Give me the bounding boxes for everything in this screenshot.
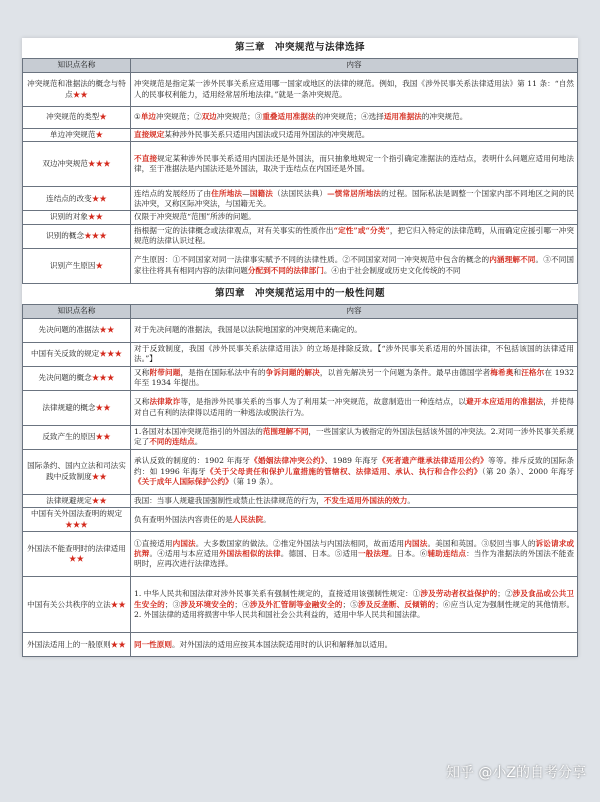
topic-cell (23, 633, 131, 657)
content-text: 1.各国对本国冲突规范指引的外国法的 (134, 426, 263, 436)
highlight-text: 《关于成年人国际保护公约》 (134, 477, 233, 487)
content-cell (131, 342, 578, 366)
table-row (23, 390, 578, 425)
table-row (23, 73, 578, 107)
highlight-text: 涉及外汇管制等金融安全的 (249, 599, 343, 609)
content-text: 又称 (134, 397, 150, 407)
table-row (23, 224, 578, 248)
content-text: ：当作为准据法的外国法不能查明时，应再次进行法律选择。 (134, 549, 575, 569)
content-text: ，以首先解决另一个问题为条件。最早由德国学者 (319, 367, 491, 377)
content-cell (131, 224, 578, 248)
chapter3-rows (23, 73, 578, 284)
content-cell (131, 73, 578, 107)
content-cell (131, 494, 578, 507)
importance-stars: ★★ (95, 432, 111, 442)
topic-name: 识别产生原因 (49, 260, 96, 270)
content-cell (131, 142, 578, 187)
topic-cell (23, 187, 131, 211)
importance-stars: ★ (99, 112, 107, 122)
content-text: ；⑥应当认定为强制性规定的其他情形。2. 外国法律的适用将损害中华人民共和国社会公共利益的，适用中华人民共和国法律。 (134, 599, 575, 619)
topic-name: 冲突规范和准据法的概念与特点 (27, 79, 126, 99)
chapter4-table (22, 304, 578, 657)
table-row (23, 494, 578, 507)
content-text: 1. 中华人民共和国法律对涉外民事关系有强制性规定的，直接适用该强制性规定：① (134, 589, 421, 599)
importance-stars: ★★ (99, 325, 115, 335)
topic-name: 双边冲突规范 (42, 159, 88, 169)
topic-cell (23, 142, 131, 187)
content-text: 指根据一定的法律概念或法律观点，对有关事实的性质作出 (134, 225, 334, 235)
chapter4-rows (23, 318, 578, 656)
content-text: 。 (263, 514, 271, 524)
importance-stars: ★★ (95, 402, 111, 412)
content-text: 产生原因：①不同国家对同一法律事实赋予不同的法律性质。②不同国家对同一冲突规范中包含的概念的 (134, 255, 490, 265)
topic-cell (23, 532, 131, 577)
content-text: 。德国、日本。⑤适用 (280, 549, 358, 559)
content-text: ，是指在国际私法中有的 (180, 367, 266, 377)
importance-stars: ★★ (110, 599, 126, 609)
content-text: — (242, 188, 250, 198)
content-text: （第 20 条）、2000 年海牙 (481, 466, 574, 476)
table-row (23, 577, 578, 633)
table-row (23, 449, 578, 494)
highlight-text: 适用准据法 (383, 112, 422, 122)
topic-cell (23, 577, 131, 633)
importance-stars: ★★ (68, 554, 85, 564)
topic-cell (23, 129, 131, 142)
table-row (23, 532, 578, 577)
content-text: 又称 (134, 367, 150, 377)
importance-stars: ★★★ (65, 519, 88, 529)
topic-name: 中国有关反致的规定 (30, 349, 100, 359)
highlight-text: 梅希奥 (490, 367, 514, 377)
content-text: ，并使得对自己有利的法律得以适用的一种逃法或脱法行为。 (134, 397, 575, 417)
highlight-text: 不直接 (134, 154, 158, 163)
topic-name: 中国有关外国法查明的规定 (30, 509, 123, 519)
content-text: 冲突规范是指定某一涉外民事关系应适用哪一国家或地区的法律的规范。例如，我国《涉外民事关系法律适用法》第 11 条：“自然人的民事权利能力，适用经常居所地法律。”就是一条冲突规范。 (134, 79, 574, 99)
topic-name: 先决问题的概念 (38, 373, 92, 383)
content-text: 和 (513, 367, 522, 377)
content-text: ，把它归入特定的法律范畴，从而确定应援引哪一冲突规范的法律认识过程。 (134, 225, 575, 246)
content-text: 。④由于社会制度或历史文化传统的不同 (323, 265, 461, 275)
content-text: 等，是指涉外民事关系的当事人为了利用某一冲突规范，故意制造出一种连结点，以 (180, 397, 467, 407)
highlight-text: 涉及环境安全的 (180, 599, 235, 609)
highlight-text: 同一性原则 (134, 639, 172, 649)
topic-cell (23, 224, 131, 248)
importance-stars: ★ (95, 130, 104, 139)
topic-name: 冲突规范的类型 (46, 112, 100, 122)
highlight-text: 争诉问题的解决 (265, 367, 320, 377)
content-cell (131, 107, 578, 129)
content-text: 。④适用与本应适用 (149, 549, 219, 559)
importance-stars: ★★★ (87, 159, 111, 169)
importance-stars: ★★★ (91, 373, 115, 383)
highlight-text: 诉讼请求或抗辩 (134, 538, 575, 559)
highlight-text: 涉及反垄断、反倾销的 (357, 599, 436, 609)
table-row (23, 318, 578, 342)
content-text: ①直接适用 (134, 538, 173, 548)
content-cell (131, 532, 578, 577)
content-cell (131, 366, 578, 390)
content-text: 在 1932 年至 1934 年提出。 (134, 367, 575, 388)
content-text: 某种涉外民事关系只适用内国法或只适用外国法的冲突规范。 (164, 130, 370, 139)
content-text: 的冲突规范。 (421, 112, 468, 122)
content-text: 。大多数国家的做法。②推定外国法与内国法相同，故而适用 (195, 538, 405, 548)
table-row (23, 342, 578, 366)
content-text: 等等。排斥反致的国际条约：如 1996 年海牙 (134, 456, 575, 476)
highlight-text: “定性”或“分类” (333, 225, 390, 235)
header-content: 内容 (131, 59, 578, 73)
topic-name: 先决问题的准据法 (38, 325, 100, 335)
content-cell (131, 248, 578, 283)
content-cell (131, 390, 578, 425)
table-row (23, 129, 578, 142)
highlight-text: 范围理解不同 (262, 426, 309, 436)
highlight-text: 重叠适用准据法 (262, 112, 316, 122)
topic-cell (23, 318, 131, 342)
content-text: 对于反致制度，我国《涉外民事关系法律适用法》的立场是排除反致。【“涉外民事关系适用的外国法律，不包括该国的法律适用法。”】 (134, 343, 574, 364)
table-row (23, 248, 578, 283)
topic-cell (23, 107, 131, 129)
highlight-text: 附带问题 (149, 367, 181, 377)
topic-cell (23, 211, 131, 224)
topic-name: 识别的概念 (46, 231, 85, 241)
content-text: 的冲突规范；④选择 (315, 112, 384, 122)
watermark: 知乎 @小Z的自考分享 (445, 765, 586, 781)
chapter3-title: 第三章 冲突规范与法律选择 (234, 42, 365, 53)
highlight-text: 外国法相似的法律 (218, 549, 281, 559)
content-text: 对于先决问题的准据法，我国是以法院地国家的冲突规范来确定的。 (134, 325, 362, 335)
topic-name: 中国有关公共秩序的立法 (27, 599, 111, 609)
chapter3-header-row (23, 59, 578, 73)
topic-name: 外国法不能查明时的法律适用 (27, 543, 126, 553)
topic-cell (23, 366, 131, 390)
highlight-text: 《关于父母责任和保护儿童措施的管辖权、法律适用、承认、执行和合作公约》 (206, 466, 482, 476)
importance-stars: ★★ (87, 212, 104, 222)
content-text: 。对外国法的适用应按其本国法院适用时的认识和解释加以适用。 (171, 639, 393, 649)
highlight-text: 不发生适用外国法的效力 (323, 495, 408, 505)
chapter4-header-row (23, 304, 578, 318)
content-text: ，一些国家认为被指定的外国法包括该外国的冲突法。2.对同一涉外民事关系规定了 (134, 426, 574, 447)
topic-cell (23, 342, 131, 366)
content-cell (131, 633, 578, 657)
content-text: 冲突规范；③ (216, 112, 263, 122)
highlight-text: 直接规定 (134, 130, 165, 139)
content-text: ；⑤ (342, 599, 358, 609)
content-text: 的过程。国际私法是调整一个国家内部不同地区之间的民法冲突，又称区际冲突法，与国籍无关。 (134, 188, 575, 208)
table-row (23, 107, 578, 129)
study-sheet (22, 38, 578, 657)
content-cell (131, 577, 578, 633)
content-text: 负有查明外国法内容责任的是 (134, 514, 233, 524)
content-text: 连结点的发展经历了由 (134, 188, 212, 198)
highlight-text: 辅助连结点 (427, 549, 467, 559)
content-text: 规定某种涉外民事关系适用内国法还是外国法，而只抽象地规定一个指引确定准据法的连结点，表明什么问题应适用何地法律，至于准据法是内国法还是外国法，取决于连结点在内国还是外国。 (134, 154, 575, 174)
table-row (23, 366, 578, 390)
content-text: 冲突规范；② (156, 112, 202, 122)
table-row (23, 187, 578, 211)
topic-cell (23, 390, 131, 425)
importance-stars: ★★ (91, 495, 107, 505)
topic-name: 单边冲突规范 (49, 130, 96, 139)
content-text: 承认反致的制度的：1902 年海牙 (134, 456, 251, 466)
highlight-text: 避开本应适用的准据法 (466, 397, 544, 407)
content-text: 仅限于冲突规范“范围”所涉的问题。 (134, 212, 256, 222)
highlight-text: 分配到不同的法律部门 (247, 265, 324, 275)
content-text: 。日本。⑥ (388, 549, 428, 559)
importance-stars: ★★ (91, 193, 107, 203)
content-text: 。美国和英国。③驳回当事人的 (427, 538, 536, 548)
topic-cell (23, 494, 131, 507)
header-content: 内容 (131, 304, 578, 318)
topic-name: 法律规避的概念 (42, 402, 96, 412)
content-cell (131, 425, 578, 449)
table-row (23, 142, 578, 187)
highlight-text: 住所地法 (211, 188, 243, 198)
topic-name: 反致产生的原因 (42, 432, 96, 442)
content-text: ；② (497, 589, 513, 599)
header-name: 知识点名称 (23, 304, 131, 318)
content-text: ；③ (164, 599, 181, 609)
topic-name: 识别的对象 (49, 212, 88, 222)
highlight-text: 涉及食品或公共卫生安全的 (134, 589, 575, 609)
content-text: （第 19 条）。 (232, 477, 278, 487)
content-text: 、1989 年海牙 (324, 456, 379, 466)
chapter3-table (22, 58, 578, 284)
content-text: 。 (194, 437, 203, 447)
topic-name: 连结点的改变 (46, 193, 92, 203)
highlight-text: 《死者遗产继承法律适用公约》 (378, 456, 488, 466)
topic-name: 国际条约、国内立法和司法实践中反致制度 (27, 461, 126, 481)
topic-name: 法律规避规定 (46, 495, 92, 505)
importance-stars: ★★ (72, 89, 88, 99)
content-cell (131, 187, 578, 211)
importance-stars: ★★ (91, 471, 107, 481)
chapter4-title: 第四章 冲突规范运用中的一般性问题 (214, 287, 385, 299)
highlight-text: 《婚姻法律冲突公约》 (250, 456, 325, 466)
topic-cell (23, 425, 131, 449)
content-text: 我国：当事人规避我国强制性或禁止性法律规范的行为， (134, 495, 324, 505)
header-name: 知识点名称 (23, 59, 131, 73)
highlight-text: 不同的连结点 (149, 437, 195, 447)
highlight-text: 国籍法 (249, 188, 273, 198)
content-cell (131, 129, 578, 142)
content-text: 。 (407, 495, 415, 505)
table-row (23, 508, 578, 532)
table-row (23, 633, 578, 657)
content-cell (131, 211, 578, 224)
content-text: （法国民法典） (273, 188, 328, 198)
highlight-text: 汪格尔 (521, 367, 545, 377)
importance-stars: ★★★ (84, 231, 107, 241)
topic-cell (23, 449, 131, 494)
highlight-text: 双边 (201, 112, 217, 122)
highlight-text: 内涵理解不同 (489, 255, 536, 265)
highlight-text: 内国法 (172, 538, 196, 548)
highlight-text: 人民法院 (232, 514, 264, 524)
importance-stars: ★ (95, 260, 104, 270)
topic-cell (23, 508, 131, 532)
highlight-text: 法律欺诈 (149, 397, 181, 407)
topic-cell (23, 73, 131, 107)
highlight-text: 内国法 (404, 538, 428, 548)
content-text: ① (134, 112, 141, 122)
importance-stars: ★★ (110, 639, 126, 649)
content-cell (131, 449, 578, 494)
topic-name: 外国法适用上的一般原则 (27, 639, 111, 649)
content-cell (131, 508, 578, 532)
topic-cell (23, 248, 131, 283)
content-text: 。③不同国家往往将具有相同内容的法律问题 (134, 255, 575, 275)
content-cell (131, 318, 578, 342)
highlight-text: —惯常居所地法 (327, 188, 382, 198)
content-text: ；④ (234, 599, 250, 609)
importance-stars: ★★★ (99, 349, 123, 359)
highlight-text: 一般法理 (357, 549, 389, 559)
highlight-text: 单边 (140, 112, 156, 122)
table-row (23, 211, 578, 224)
highlight-text: 涉及劳动者权益保护的 (420, 589, 498, 599)
table-row (23, 425, 578, 449)
